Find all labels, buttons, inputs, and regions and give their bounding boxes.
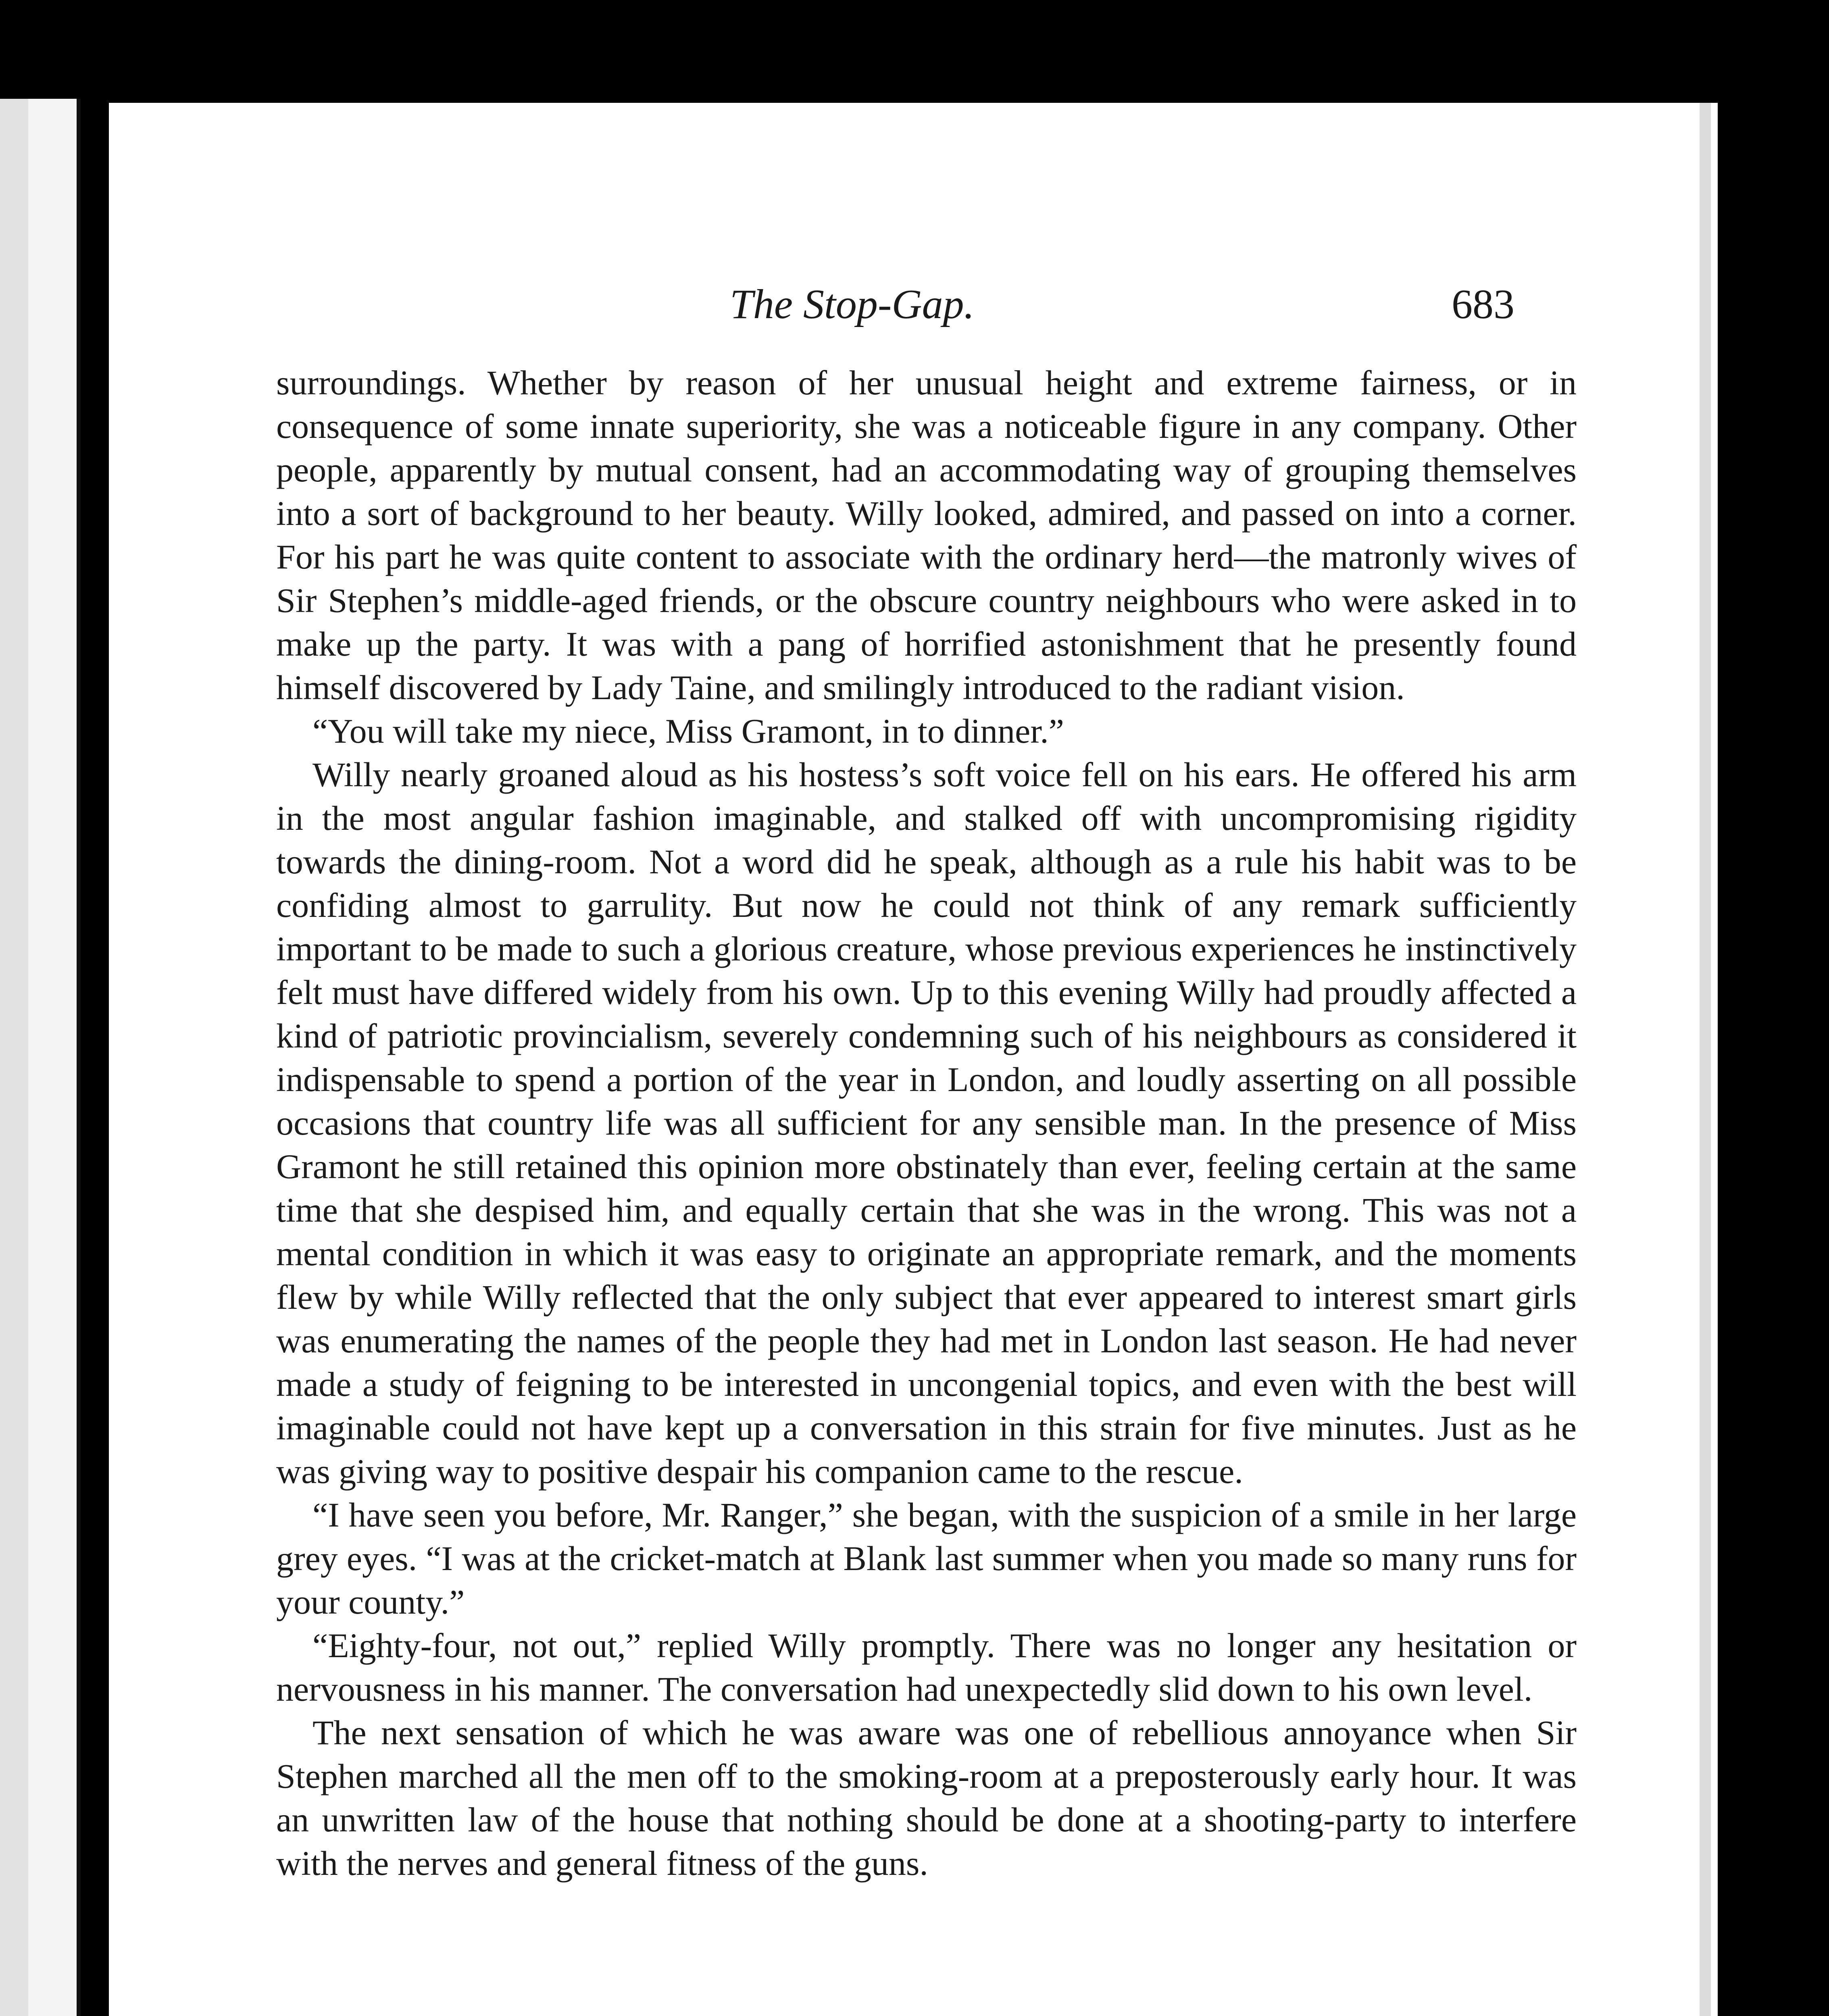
page-header <box>109 280 1718 345</box>
book-page <box>109 103 1718 2016</box>
body-text <box>276 361 1577 1885</box>
paragraph: “I have seen you before, Mr. Ranger,” she began, with the suspicion of a smile in her large grey eyes. “I was at the cricket-match at Blank last summer when you made so many runs for your county.” <box>276 1495 1577 1621</box>
page-number: 683 <box>1452 281 1514 327</box>
paragraph: The next sensation of which he was aware was one of rebellious annoyance when Sir Stephen marched all the men off to the smoking-room at a preposterously early hour. It was an unwritten law of the house that nothing should be done at a shooting-party to interfere with the nerves and general fitness of the guns. <box>276 1713 1577 1883</box>
previous-page-shadow <box>0 99 28 2016</box>
paragraph: “You will take my niece, Miss Gramont, in to dinner.” <box>312 712 1064 750</box>
paragraph: Willy nearly groaned aloud as his hostess’s soft voice fell on his ears. He offered his arm in the most angular fashion imaginable, and stalked off with uncompromising rigidity towards the dining-room. Not a word did he speak, although as a rule his habit was to be confiding almost to garrulity. But now he could not think of any remark sufficiently important to be made to such a glorious creature, whose previous experiences he instinctively felt must have differed widely from his own. Up to this evening Willy had proudly affected a kind of patriotic provincialism, severely condemning such of his neighbours as considered it indispensable to spend a portion of the year in London, and loudly asserting on all possible occasions that country life was all sufficient for any sensible man. In the presence of Miss Gramont he still retained this opinion more obstinately than ever, feeling certain at the same time that she despised him, and equally certain that she was in the wrong. This was not a mental condition in which it was easy to originate an appropriate remark, and the moments flew by while Willy reflected that the only subject that ever appeared to interest smart girls was enumerating the names of the people they had met in London last season. He had never made a study of feigning to be interested in uncongenial topics, and even with the best will imaginable could not have kept up a conversation in this strain for five minutes. Just as he was giving way to positive despair his companion came to the rescue. <box>276 755 1577 1491</box>
paragraph: surroundings. Whether by reason of her unusual height and extreme fairness, or in consequence of some innate superiority, she was a noticeable figure in any company. Other people, apparently by mutual consent, had an accommodating way of grouping themselves into a sort of background to her beauty. Willy looked, admired, and passed on into a corner. For his part he was quite content to associate with the ordinary herd—the matronly wives of Sir Stephen’s middle-aged friends, or the obscure country neighbours who were asked in to make up the party. It was with a pang of horrified astonishment that he presently found himself discovered by Lady Taine, and smilingly introduced to the radiant vision. <box>276 363 1577 707</box>
running-title: The Stop-Gap. <box>730 281 975 327</box>
page-right-edge <box>1700 103 1711 2016</box>
paragraph: “Eighty-four, not out,” replied Willy promptly. There was no longer any hesitation or nervousness in his manner. The conversation had unexpectedly slid down to his own level. <box>276 1626 1577 1708</box>
